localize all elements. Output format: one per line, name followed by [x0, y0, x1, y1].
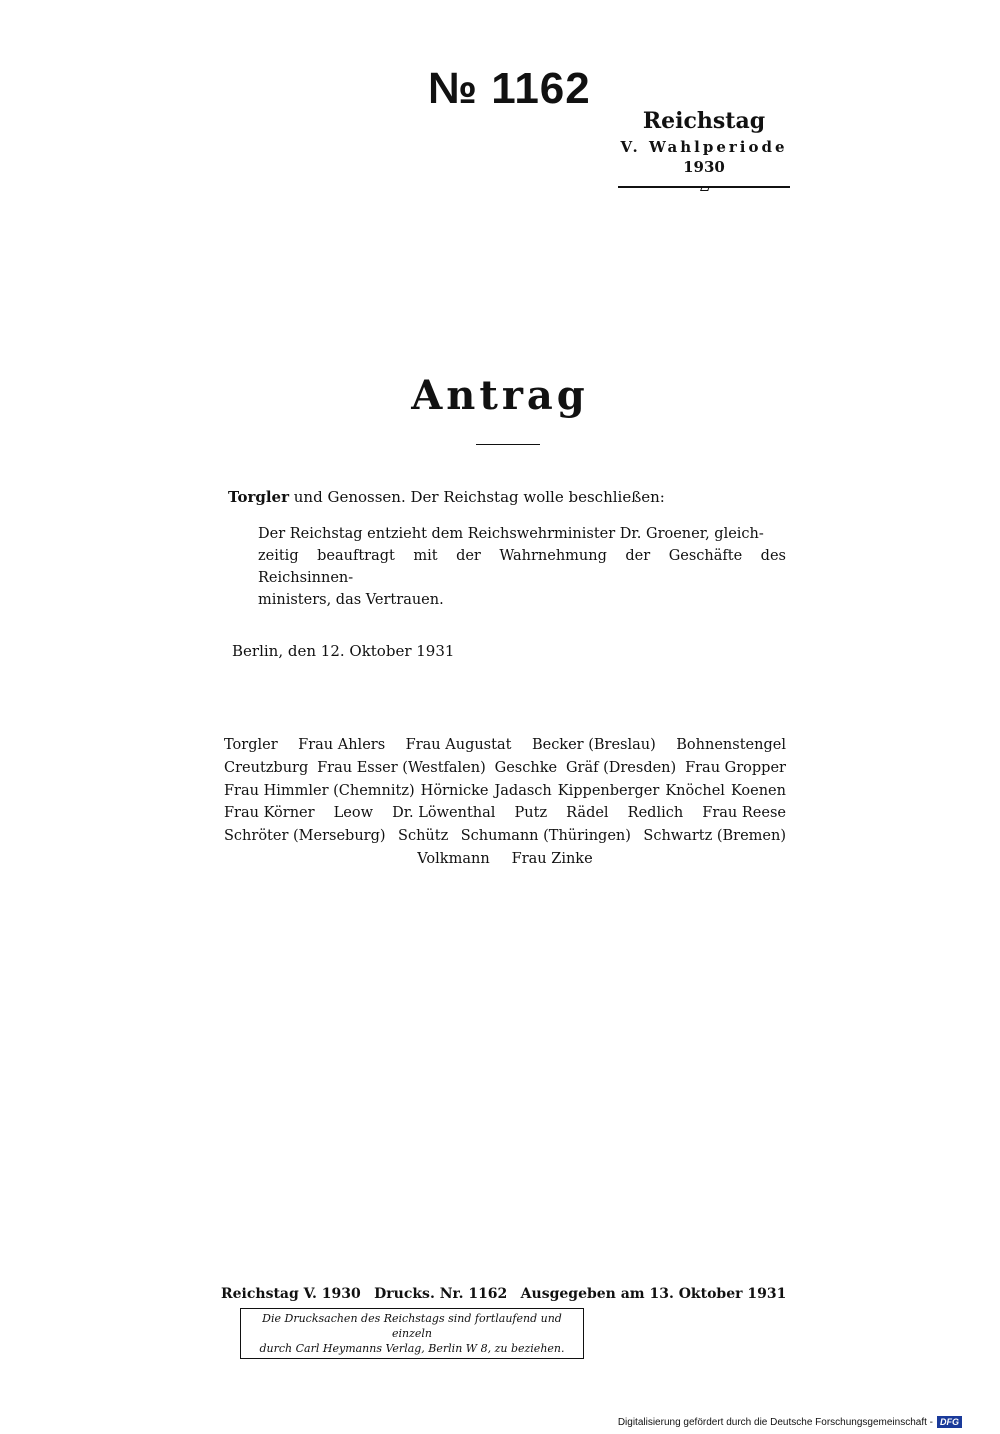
digitization-credit	[618, 1416, 962, 1428]
footer-drucksache: Drucks. Nr. 1162	[374, 1286, 508, 1302]
title-rule	[476, 444, 540, 445]
signatory-name: Hörnicke	[420, 783, 489, 799]
signatory-name: Kippenberger	[557, 783, 660, 799]
signatory-row	[224, 828, 786, 844]
signatory-name: Frau Himmler (Chemnitz)	[224, 783, 415, 799]
sponsor-name: Torgler	[228, 488, 289, 506]
session-block	[618, 108, 790, 176]
signatory-name: Putz	[514, 805, 548, 821]
signatory-name: Torgler	[224, 737, 278, 753]
signatory-name: Jadasch	[494, 783, 552, 799]
signatory-name: Becker (Breslau)	[531, 737, 656, 753]
signatory-name: Koenen	[730, 783, 786, 799]
signatory-name: Frau Ahlers	[298, 737, 386, 753]
signatory-name: Creutzburg	[224, 760, 309, 776]
signatory-name: Frau Gropper	[685, 760, 786, 776]
footer-reichstag: Reichstag V. 1930	[221, 1286, 361, 1302]
session-period: V. Wahlperiode	[620, 138, 788, 156]
signatory-row	[224, 760, 786, 776]
motion-line: ministers, das Vertrauen.	[258, 592, 444, 608]
session-year: 1930	[683, 158, 725, 176]
signatory-name: Schröter (Merseburg)	[224, 828, 386, 844]
signatory-name: Bohnenstengel	[676, 737, 786, 753]
intro-text: und Genossen. Der Reichstag wolle beschließen:	[293, 488, 665, 506]
publisher-note-line: durch Carl Heymanns Verlag, Berlin W 8, zu beziehen.	[259, 1342, 565, 1355]
signatory-name: Rädel	[566, 805, 609, 821]
signatory-name: Redlich	[627, 805, 684, 821]
signatory-name: Schwartz (Bremen)	[643, 828, 786, 844]
signatory-name: Schumann (Thüringen)	[460, 828, 631, 844]
signatory-name: Frau Reese	[702, 805, 786, 821]
signatory-row	[224, 805, 786, 821]
signatory-row	[224, 851, 786, 867]
intro-line	[228, 488, 665, 506]
footer-issued: Ausgegeben am 13. Oktober 1931	[520, 1286, 787, 1302]
signatory-name: Leow	[333, 805, 373, 821]
signatory-name: Gräf (Dresden)	[565, 760, 677, 776]
signatory-name: Frau Esser (Westfalen)	[317, 760, 486, 776]
motion-line: Der Reichstag entzieht dem Reichswehrminister Dr. Groener, gleich-	[258, 526, 764, 542]
credit-text: Digitalisierung gefördert durch die Deutsche Forschungsgemeinschaft -	[617, 1416, 933, 1428]
session-body: Reichstag	[642, 108, 766, 134]
session-rule-tick	[700, 186, 710, 191]
signatory-name: Schütz	[398, 828, 449, 844]
publisher-note-line: Die Drucksachen des Reichstags sind fortlaufend und einzeln	[262, 1312, 562, 1340]
motion-line: zeitig beauftragt mit der Wahrnehmung der Geschäfte des Reichsinnen-	[258, 548, 786, 586]
signatory-name: Volkmann	[417, 851, 490, 867]
publisher-note-box	[240, 1308, 584, 1359]
signatory-name: Frau Körner	[224, 805, 315, 821]
signatory-name: Frau Zinke	[511, 851, 593, 867]
document-title: Antrag	[411, 372, 589, 419]
place-date: Berlin, den 12. Oktober 1931	[232, 642, 455, 660]
signatory-row	[224, 737, 786, 753]
motion-text	[258, 523, 786, 611]
signatory-row	[224, 783, 786, 799]
dfg-logo: DFG	[937, 1416, 962, 1428]
document-number: № 1162	[428, 64, 591, 113]
signatory-name: Geschke	[494, 760, 558, 776]
signatory-name: Dr. Löwenthal	[392, 805, 496, 821]
signatory-name: Knöchel	[665, 783, 725, 799]
signatory-name: Frau Augustat	[405, 737, 512, 753]
footer-line	[221, 1286, 786, 1302]
